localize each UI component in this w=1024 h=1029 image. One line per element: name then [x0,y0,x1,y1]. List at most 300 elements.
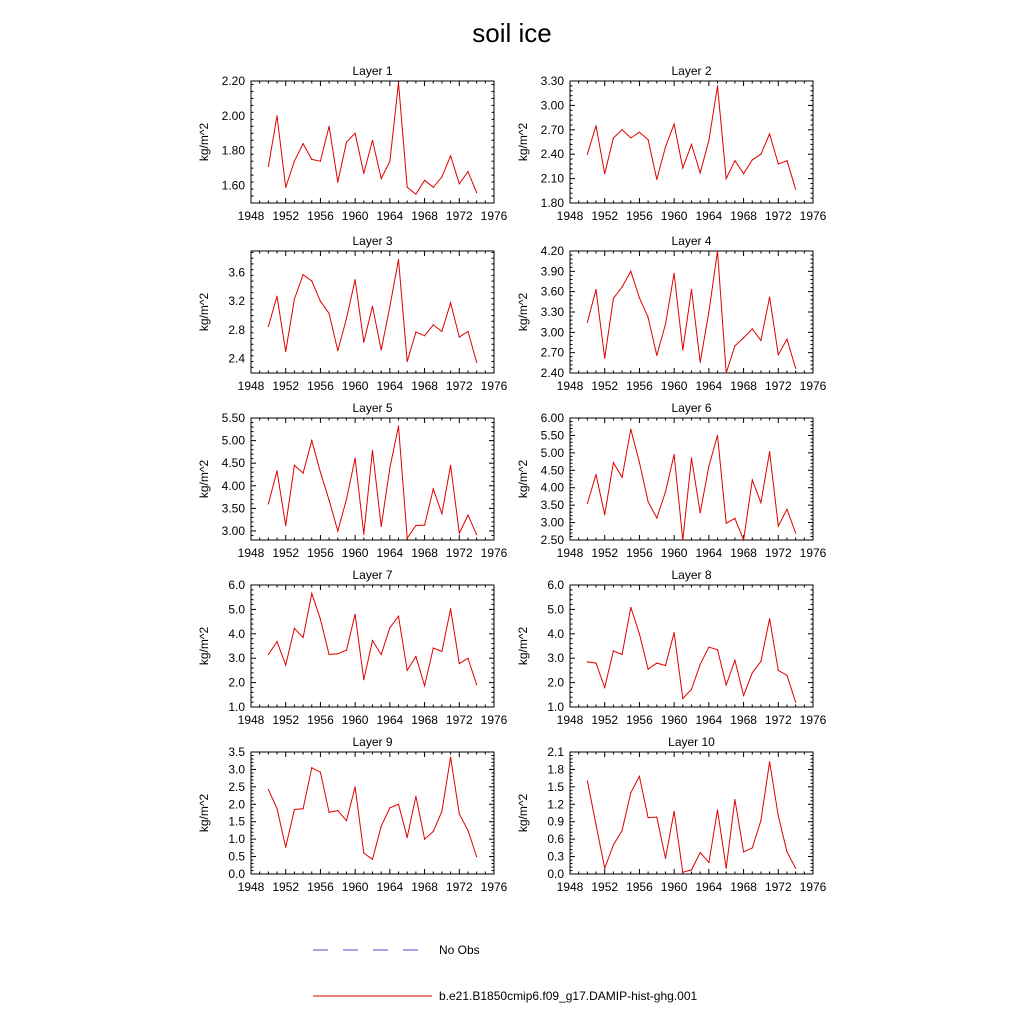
panel-1-data-point [389,161,390,162]
panel-10-ytick-label: 0.0 [547,867,564,881]
panel-6-frame [570,418,813,540]
panel-3-data-point [311,281,312,282]
panel-9-series-line [268,757,476,859]
panel-2-data-point [587,154,588,155]
panel-3-data-point [441,331,442,332]
panel-3-xtick-label: 1960 [341,379,369,393]
panel-6-ytick-label: 3.00 [540,515,564,530]
panel-9-data-point [268,789,269,790]
panel-7-data-point [363,679,364,680]
legend-label-model-run: b.e21.B1850cmip6.f09_g17.DAMIP-hist-ghg.001 [439,989,698,1003]
panel-5-data-point [415,525,416,526]
panel-10-ytick-label: 0.9 [547,814,564,829]
panel-9-xtick-label: 1948 [237,880,265,894]
panel-1-data-point [320,161,321,162]
panel-10-xtick-label: 1968 [730,880,757,894]
panel-9-data-point [476,856,477,857]
panel-5-xtick-label: 1972 [445,546,473,560]
panel-10-data-point [604,868,605,869]
panel-2-data-point [717,85,718,86]
panel-3-frame [251,251,494,373]
panel-9-data-point [303,808,304,809]
panel-2-data-point [656,179,657,180]
panel-7-xtick-label: 1956 [307,713,334,727]
panel-8-ytick-label: 1.0 [547,700,564,714]
panel-7-data-point [355,614,356,615]
panel-4-data-point [691,289,692,290]
panel-5-data-point [337,530,338,531]
panel-7-data-point [285,664,286,665]
panel-6-xtick-label: 1972 [764,546,792,560]
panel-5-data-point [372,450,373,451]
panel-8-data-point [665,665,666,666]
panel-1-data-point [415,194,416,195]
panel-4-data-point [595,289,596,290]
panel-10-data-point [691,869,692,870]
panel-8-data-point [769,618,770,619]
panel-7-data-point [415,656,416,657]
panel-10-xtick-label: 1952 [591,880,619,894]
panel-6-data-point [630,429,631,430]
panel-5-xtick-label: 1964 [376,546,404,560]
panel-5-data-point [407,538,408,539]
panel-3-data-point [268,326,269,327]
panel-1 [197,64,508,223]
panel-9-ytick-label: 3.0 [228,762,245,777]
panel-7-data-point [476,684,477,685]
panel-3-data-point [389,306,390,307]
panel-9-xtick-label: 1952 [272,880,300,894]
panel-5-xtick-label: 1968 [411,546,438,560]
panel-1-data-point [381,178,382,179]
panel-6-data-point [743,539,744,540]
panel-6-data-point [734,518,735,519]
panel-8-data-point [630,607,631,608]
panel-7-data-point [441,651,442,652]
panel-7-data-point [381,654,382,655]
panel-4-data-point [622,286,623,287]
panel-1-ylabel: kg/m^2 [197,122,211,162]
panel-5-xtick-label: 1948 [237,546,265,560]
panel-3-xtick-label: 1956 [307,379,334,393]
panel-5-data-point [459,533,460,534]
panel-6-series-line [587,429,795,540]
panel-9-data-point [407,837,408,838]
panel-9-data-point [415,796,416,797]
panel-5-series-line [268,426,476,538]
panel-10-xtick-label: 1964 [695,880,723,894]
panel-9-xtick-label: 1972 [445,880,473,894]
panel-4-ytick-label: 3.00 [540,325,564,340]
panel-6-data-point [656,517,657,518]
panel-3-data-point [294,299,295,300]
panel-7-frame [251,585,494,707]
panel-9-xtick-label: 1968 [411,880,438,894]
panel-8-data-point [795,702,796,703]
panel-5-xtick-label: 1952 [272,546,300,560]
panel-10-data-point [743,851,744,852]
panel-5-ytick-label: 3.00 [221,523,245,538]
panel-6-data-point [622,477,623,478]
panel-7-ytick-label: 1.0 [228,700,245,714]
panel-9-data-point [467,830,468,831]
panel-10-xtick-label: 1948 [556,880,584,894]
panel-4-data-point [795,368,796,369]
panel-7-data-point [320,619,321,620]
panel-1-ytick-label: 2.20 [221,74,245,88]
panel-4-ylabel: kg/m^2 [516,292,530,332]
panel-4-data-point [786,339,787,340]
panel-2-data-point [622,129,623,130]
panel-1-xtick-label: 1972 [445,209,473,223]
panel-1-ytick-label: 1.60 [221,178,245,193]
panel-4-xtick-label: 1968 [730,379,757,393]
panel-1-data-point [337,182,338,183]
panel-1-data-point [424,180,425,181]
panel-3-xtick-label: 1964 [376,379,404,393]
panel-7-data-point [346,650,347,651]
panel-9-data-point [346,820,347,821]
panel-10-data-point [726,868,727,869]
panel-5-data-point [320,472,321,473]
panel-4-data-point [726,372,727,373]
panel-2-data-point [769,133,770,134]
panel-1-xtick-label: 1968 [411,209,438,223]
panel-1-data-point [329,126,330,127]
panel-7-xtick-label: 1972 [445,713,473,727]
panel-1-ytick-label: 1.80 [221,143,245,158]
panel-5-ytick-label: 4.50 [221,456,245,471]
panel-6-data-point [717,435,718,436]
panel-8 [516,568,827,727]
panel-5-data-point [381,526,382,527]
panel-10-ytick-label: 1.5 [547,779,564,794]
panel-10-data-point [760,820,761,821]
panel-8-xtick-label: 1976 [799,713,827,727]
panel-3-data-point [433,324,434,325]
panel-9-data-point [276,808,277,809]
panel-2-data-point [778,163,779,164]
panel-10-xtick-label: 1956 [626,880,653,894]
panel-6-data-point [726,523,727,524]
panel-3-ytick-label: 2.4 [228,351,245,366]
panel-6-data-point [752,479,753,480]
panel-4-data-point [717,250,718,251]
panel-10-data-point [587,780,588,781]
panel-9-xtick-label: 1964 [376,880,404,894]
panel-5-ytick-label: 4.00 [221,478,245,493]
panel-10-ytick-label: 1.2 [547,797,564,812]
panel-3-data-point [450,302,451,303]
panel-4-ytick-label: 3.60 [540,284,564,299]
panel-9-xtick-label: 1960 [341,880,369,894]
panel-1-series-line [268,83,476,195]
panel-4-data-point [778,354,779,355]
panel-9-data-point [389,807,390,808]
panel-6-ytick-label: 5.50 [540,428,564,443]
panel-7-data-point [407,670,408,671]
panel-6-ytick-label: 6.00 [540,411,564,425]
panel-8-data-point [760,661,761,662]
panel-7-series-line [268,594,476,686]
panel-5-data-point [363,534,364,535]
panel-1-data-point [346,141,347,142]
panel-10-data-point [769,761,770,762]
panel-4-data-point [760,340,761,341]
panel-8-ylabel: kg/m^2 [516,626,530,666]
panel-7-data-point [459,663,460,664]
panel-9-ylabel: kg/m^2 [197,793,211,833]
panel-5-title: Layer 5 [352,401,393,415]
panel-2-ylabel: kg/m^2 [516,122,530,162]
panel-4-data-point [613,298,614,299]
panel-2-ytick-label: 2.40 [540,147,564,162]
panel-grid [197,64,827,894]
panel-7-data-point [303,637,304,638]
panel-1-data-point [303,143,304,144]
panel-3-data-point [285,351,286,352]
panel-4-ytick-label: 3.30 [540,305,564,319]
panel-3-ytick-label: 3.6 [228,265,245,280]
panel-9-data-point [441,811,442,812]
panel-7-xtick-label: 1948 [237,713,265,727]
figure-title: soil ice [472,18,552,48]
legend-label-no-obs: No Obs [439,943,480,957]
panel-7-ytick-label: 2.0 [228,675,245,690]
panel-2-data-point [760,154,761,155]
panel-8-ytick-label: 2.0 [547,675,564,690]
panel-5-data-point [276,470,277,471]
panel-6-data-point [691,458,692,459]
panel-2-data-point [682,167,683,168]
panel-4-data-point [708,311,709,312]
panel-3-series-line [268,260,476,363]
panel-6-data-point [648,501,649,502]
panel-8-ytick-label: 6.0 [547,578,564,592]
panel-5-data-point [285,525,286,526]
panel-6-data-point [786,509,787,510]
panel-10-data-point [795,868,796,869]
panel-10-data-point [717,810,718,811]
panel-10-data-point [639,776,640,777]
panel-2-xtick-label: 1976 [799,209,827,223]
panel-6 [516,401,827,560]
panel-10-frame [570,752,813,874]
panel-4-data-point [769,297,770,298]
panel-8-data-point [587,661,588,662]
panel-2-data-point [700,172,701,173]
panel-8-data-point [708,647,709,648]
panel-3-ylabel: kg/m^2 [197,292,211,332]
panel-6-data-point [769,451,770,452]
panel-3-xtick-label: 1968 [411,379,438,393]
panel-8-ytick-label: 5.0 [547,602,564,617]
panel-3-data-point [407,361,408,362]
panel-6-data-point [682,539,683,540]
panel-8-data-point [743,695,744,696]
panel-7-data-point [294,628,295,629]
panel-10-data-point [622,830,623,831]
panel-2-xtick-label: 1972 [764,209,792,223]
panel-4-data-point [734,345,735,346]
panel-2-data-point [795,189,796,190]
panel-5-data-point [294,465,295,466]
panel-8-xtick-label: 1964 [695,713,723,727]
panel-10-data-point [752,847,753,848]
panel-6-ytick-label: 5.00 [540,445,564,460]
panel-4-data-point [648,317,649,318]
panel-5-data-point [311,440,312,441]
panel-1-data-point [285,187,286,188]
panel-8-data-point [691,689,692,690]
panel-6-xtick-label: 1960 [660,546,688,560]
panel-6-title: Layer 6 [671,401,712,415]
panel-3-xtick-label: 1948 [237,379,265,393]
panel-3-data-point [346,318,347,319]
panel-1-data-point [467,171,468,172]
panel-4-data-point [604,358,605,359]
panel-2-xtick-label: 1948 [556,209,584,223]
panel-7 [197,568,508,727]
panel-1-data-point [398,82,399,83]
panel-1-data-point [450,155,451,156]
panel-2-data-point [691,144,692,145]
panel-5-ytick-label: 5.00 [221,433,245,448]
panel-8-xtick-label: 1960 [660,713,688,727]
panel-3-data-point [467,331,468,332]
panel-10-ytick-label: 0.6 [547,832,564,847]
panel-3-ytick-label: 2.8 [228,322,245,337]
panel-4-frame [570,251,813,373]
panel-4-data-point [752,328,753,329]
panel-8-data-point [700,664,701,665]
panel-1-data-point [311,159,312,160]
panel-1-data-point [476,192,477,193]
panel-6-xtick-label: 1968 [730,546,757,560]
panel-9-ytick-label: 1.5 [228,814,245,829]
panel-10-series-line [587,762,795,872]
panel-6-xtick-label: 1952 [591,546,619,560]
panel-3-data-point [381,349,382,350]
panel-1-data-point [363,173,364,174]
panel-10-data-point [630,792,631,793]
panel-5-ylabel: kg/m^2 [197,459,211,499]
panel-8-xtick-label: 1968 [730,713,757,727]
panel-7-xtick-label: 1964 [376,713,404,727]
panel-9-frame [251,752,494,874]
panel-3-ytick-label: 3.2 [228,294,245,309]
panel-1-xtick-label: 1952 [272,209,300,223]
panel-1-xtick-label: 1960 [341,209,369,223]
panel-6-data-point [674,454,675,455]
panel-7-ylabel: kg/m^2 [197,626,211,666]
panel-10-data-point [734,799,735,800]
panel-7-data-point [268,654,269,655]
panel-4-xtick-label: 1948 [556,379,584,393]
panel-4-xtick-label: 1956 [626,379,653,393]
panel-9-ytick-label: 1.0 [228,832,245,847]
panel-2-data-point [734,160,735,161]
panel-5-data-point [303,473,304,474]
panel-2-data-point [743,173,744,174]
panel-9-data-point [294,809,295,810]
panel-2-ytick-label: 3.00 [540,98,564,113]
panel-9-xtick-label: 1956 [307,880,334,894]
panel-5-data-point [355,458,356,459]
panel-7-ytick-label: 5.0 [228,602,245,617]
panel-10-data-point [656,817,657,818]
panel-9-data-point [381,826,382,827]
panel-9-data-point [459,813,460,814]
panel-9-ytick-label: 3.5 [228,745,245,759]
panel-2-data-point [648,139,649,140]
panel-8-data-point [656,663,657,664]
panel-5-xtick-label: 1960 [341,546,369,560]
panel-4-ytick-label: 4.20 [540,244,564,258]
panel-8-data-point [752,672,753,673]
panel-9-data-point [329,812,330,813]
panel-2-data-point [630,137,631,138]
panel-5-data-point [389,467,390,468]
panel-4-xtick-label: 1972 [764,379,792,393]
panel-1-data-point [355,133,356,134]
panel-8-data-point [639,633,640,634]
panel-6-xtick-label: 1948 [556,546,584,560]
panel-4-data-point [656,355,657,356]
panel-10 [516,735,827,894]
panel-7-data-point [389,627,390,628]
panel-2-ytick-label: 3.30 [540,74,564,88]
panel-4-data-point [682,349,683,350]
panel-10-data-point [786,851,787,852]
panel-8-xtick-label: 1972 [764,713,792,727]
panel-7-data-point [372,640,373,641]
panel-2-xtick-label: 1968 [730,209,757,223]
panel-9-data-point [450,757,451,758]
panel-7-ytick-label: 6.0 [228,578,245,592]
panel-8-ytick-label: 4.0 [547,626,564,641]
panel-7-data-point [467,658,468,659]
panel-3-data-point [424,335,425,336]
panel-2-data-point [665,146,666,147]
panel-5-data-point [329,500,330,501]
panel-5-data-point [467,515,468,516]
panel-2-data-point [639,132,640,133]
panel-5-data-point [450,465,451,466]
panel-3-data-point [476,362,477,363]
panel-4-xtick-label: 1964 [695,379,723,393]
panel-3-title: Layer 3 [352,234,393,248]
panel-1-ytick-label: 2.00 [221,108,245,123]
panel-8-title: Layer 8 [671,568,712,582]
panel-8-series-line [587,607,795,702]
panel-8-data-point [674,632,675,633]
panel-6-ytick-label: 3.50 [540,498,564,513]
panel-10-xtick-label: 1960 [660,880,688,894]
panel-5-data-point [268,503,269,504]
panel-2-data-point [726,178,727,179]
panel-8-data-point [595,663,596,664]
panel-10-ylabel: kg/m^2 [516,793,530,833]
panel-3-xtick-label: 1952 [272,379,300,393]
panel-6-ytick-label: 4.00 [540,480,564,495]
panel-6-data-point [795,532,796,533]
panel-1-data-point [268,166,269,167]
panel-4-data-point [639,297,640,298]
panel-4-xtick-label: 1960 [660,379,688,393]
panel-10-xtick-label: 1976 [799,880,827,894]
panel-9-data-point [355,786,356,787]
